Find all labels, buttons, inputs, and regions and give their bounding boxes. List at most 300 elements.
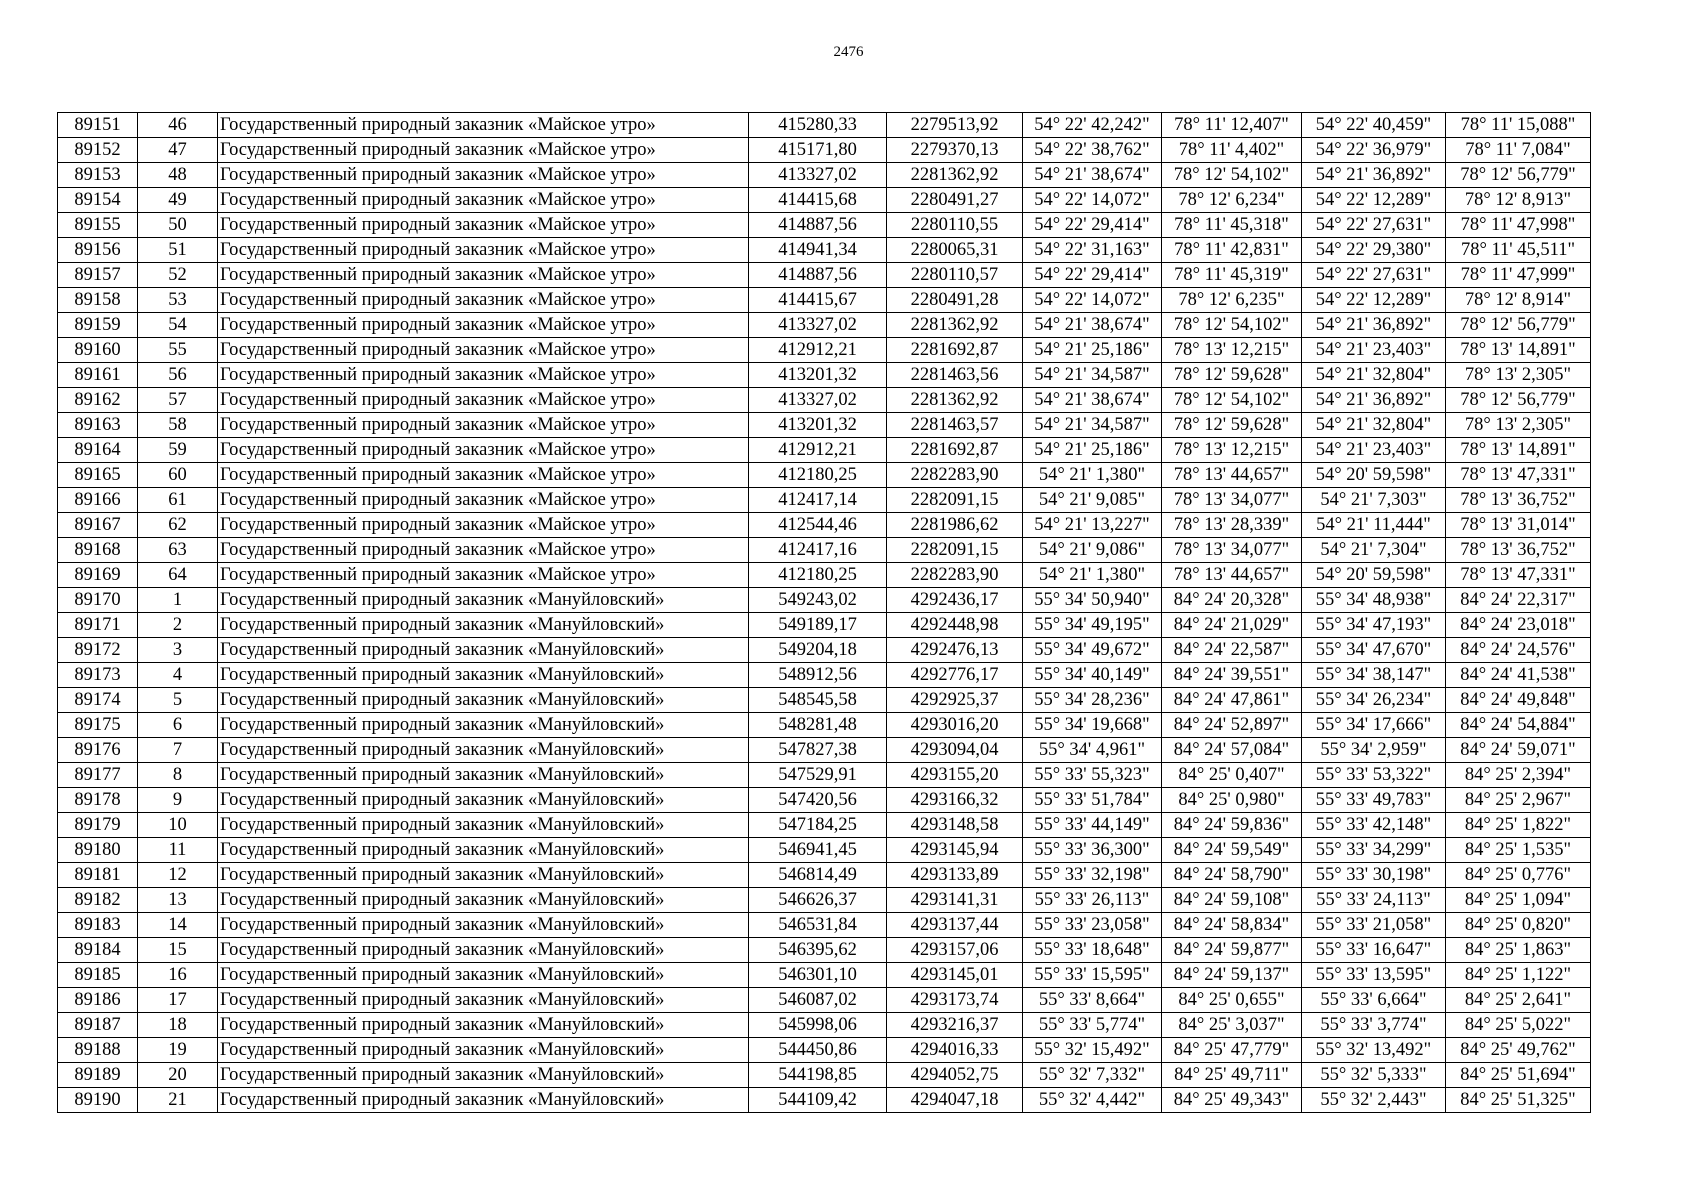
territory-name-cell: Государственный природный заказник «Мануйловский» — [218, 963, 749, 988]
latitude-1-cell: 55° 34' 50,940" — [1023, 588, 1162, 613]
record-id-cell: 89181 — [58, 863, 138, 888]
latitude-2-cell: 54° 21' 32,804" — [1302, 413, 1446, 438]
y-coordinate-cell: 2279370,13 — [887, 138, 1023, 163]
territory-name-cell: Государственный природный заказник «Мануйловский» — [218, 863, 749, 888]
latitude-2-cell: 54° 21' 11,444" — [1302, 513, 1446, 538]
territory-name-cell: Государственный природный заказник «Майское утро» — [218, 363, 749, 388]
longitude-2-cell: 78° 12' 56,779" — [1446, 313, 1591, 338]
table-row — [58, 813, 1591, 838]
y-coordinate-cell: 2281362,92 — [887, 163, 1023, 188]
latitude-2-cell: 54° 22' 27,631" — [1302, 263, 1446, 288]
latitude-1-cell: 55° 32' 7,332" — [1023, 1063, 1162, 1088]
table-row — [58, 163, 1591, 188]
territory-name-cell: Государственный природный заказник «Майское утро» — [218, 488, 749, 513]
x-coordinate-cell: 549204,18 — [749, 638, 887, 663]
point-number-cell: 61 — [138, 488, 218, 513]
territory-name-cell: Государственный природный заказник «Мануйловский» — [218, 813, 749, 838]
table-row — [58, 913, 1591, 938]
territory-name-cell: Государственный природный заказник «Майское утро» — [218, 513, 749, 538]
table-row — [58, 288, 1591, 313]
longitude-2-cell: 84° 25' 2,394" — [1446, 763, 1591, 788]
latitude-1-cell: 55° 33' 8,664" — [1023, 988, 1162, 1013]
latitude-2-cell: 54° 21' 7,303" — [1302, 488, 1446, 513]
y-coordinate-cell: 4293173,74 — [887, 988, 1023, 1013]
point-number-cell: 57 — [138, 388, 218, 413]
y-coordinate-cell: 4293141,31 — [887, 888, 1023, 913]
territory-name-cell: Государственный природный заказник «Мануйловский» — [218, 938, 749, 963]
longitude-1-cell: 78° 13' 12,215" — [1162, 438, 1302, 463]
longitude-2-cell: 78° 12' 8,914" — [1446, 288, 1591, 313]
record-id-cell: 89156 — [58, 238, 138, 263]
x-coordinate-cell: 412417,16 — [749, 538, 887, 563]
latitude-1-cell: 54° 22' 38,762" — [1023, 138, 1162, 163]
record-id-cell: 89158 — [58, 288, 138, 313]
table-row — [58, 938, 1591, 963]
table-row — [58, 688, 1591, 713]
latitude-2-cell: 55° 34' 17,666" — [1302, 713, 1446, 738]
latitude-1-cell: 55° 33' 15,595" — [1023, 963, 1162, 988]
point-number-cell: 10 — [138, 813, 218, 838]
record-id-cell: 89162 — [58, 388, 138, 413]
table-row — [58, 988, 1591, 1013]
point-number-cell: 58 — [138, 413, 218, 438]
x-coordinate-cell: 544198,85 — [749, 1063, 887, 1088]
longitude-1-cell: 84° 25' 49,711" — [1162, 1063, 1302, 1088]
x-coordinate-cell: 413327,02 — [749, 313, 887, 338]
point-number-cell: 49 — [138, 188, 218, 213]
longitude-2-cell: 84° 25' 51,325" — [1446, 1088, 1591, 1113]
table-row — [58, 188, 1591, 213]
longitude-1-cell: 78° 12' 54,102" — [1162, 313, 1302, 338]
territory-name-cell: Государственный природный заказник «Мануйловский» — [218, 663, 749, 688]
longitude-1-cell: 78° 13' 28,339" — [1162, 513, 1302, 538]
latitude-2-cell: 55° 34' 2,959" — [1302, 738, 1446, 763]
point-number-cell: 15 — [138, 938, 218, 963]
table-row — [58, 213, 1591, 238]
x-coordinate-cell: 546941,45 — [749, 838, 887, 863]
latitude-1-cell: 55° 33' 32,198" — [1023, 863, 1162, 888]
longitude-1-cell: 84° 24' 59,137" — [1162, 963, 1302, 988]
y-coordinate-cell: 2281692,87 — [887, 338, 1023, 363]
longitude-2-cell: 84° 25' 2,967" — [1446, 788, 1591, 813]
longitude-2-cell: 78° 13' 2,305" — [1446, 363, 1591, 388]
latitude-2-cell: 54° 22' 29,380" — [1302, 238, 1446, 263]
point-number-cell: 8 — [138, 763, 218, 788]
territory-name-cell: Государственный природный заказник «Мануйловский» — [218, 1013, 749, 1038]
table-row — [58, 763, 1591, 788]
record-id-cell: 89175 — [58, 713, 138, 738]
longitude-1-cell: 78° 13' 12,215" — [1162, 338, 1302, 363]
x-coordinate-cell: 549243,02 — [749, 588, 887, 613]
longitude-2-cell: 84° 25' 1,863" — [1446, 938, 1591, 963]
table-row — [58, 538, 1591, 563]
longitude-1-cell: 84° 24' 22,587" — [1162, 638, 1302, 663]
table-row — [58, 563, 1591, 588]
y-coordinate-cell: 2279513,92 — [887, 113, 1023, 138]
x-coordinate-cell: 546395,62 — [749, 938, 887, 963]
y-coordinate-cell: 4293166,32 — [887, 788, 1023, 813]
longitude-2-cell: 84° 25' 1,822" — [1446, 813, 1591, 838]
record-id-cell: 89188 — [58, 1038, 138, 1063]
point-number-cell: 7 — [138, 738, 218, 763]
territory-name-cell: Государственный природный заказник «Мануйловский» — [218, 988, 749, 1013]
x-coordinate-cell: 412544,46 — [749, 513, 887, 538]
point-number-cell: 1 — [138, 588, 218, 613]
longitude-2-cell: 78° 13' 36,752" — [1446, 488, 1591, 513]
record-id-cell: 89176 — [58, 738, 138, 763]
longitude-2-cell: 84° 25' 1,535" — [1446, 838, 1591, 863]
longitude-2-cell: 84° 24' 59,071" — [1446, 738, 1591, 763]
x-coordinate-cell: 412912,21 — [749, 338, 887, 363]
latitude-2-cell: 55° 33' 42,148" — [1302, 813, 1446, 838]
point-number-cell: 62 — [138, 513, 218, 538]
table-row — [58, 338, 1591, 363]
table-body — [58, 113, 1591, 1113]
table-row — [58, 1088, 1591, 1113]
x-coordinate-cell: 415171,80 — [749, 138, 887, 163]
record-id-cell: 89166 — [58, 488, 138, 513]
longitude-1-cell: 84° 25' 3,037" — [1162, 1013, 1302, 1038]
record-id-cell: 89173 — [58, 663, 138, 688]
y-coordinate-cell: 2282091,15 — [887, 538, 1023, 563]
x-coordinate-cell: 414415,68 — [749, 188, 887, 213]
longitude-1-cell: 78° 13' 44,657" — [1162, 563, 1302, 588]
record-id-cell: 89153 — [58, 163, 138, 188]
record-id-cell: 89180 — [58, 838, 138, 863]
latitude-2-cell: 55° 34' 38,147" — [1302, 663, 1446, 688]
record-id-cell: 89154 — [58, 188, 138, 213]
territory-name-cell: Государственный природный заказник «Мануйловский» — [218, 638, 749, 663]
point-number-cell: 12 — [138, 863, 218, 888]
coordinates-table — [57, 112, 1591, 1113]
y-coordinate-cell: 4293155,20 — [887, 763, 1023, 788]
table-row — [58, 1013, 1591, 1038]
record-id-cell: 89163 — [58, 413, 138, 438]
y-coordinate-cell: 4294047,18 — [887, 1088, 1023, 1113]
point-number-cell: 55 — [138, 338, 218, 363]
longitude-2-cell: 78° 13' 31,014" — [1446, 513, 1591, 538]
territory-name-cell: Государственный природный заказник «Майское утро» — [218, 113, 749, 138]
x-coordinate-cell: 412180,25 — [749, 563, 887, 588]
y-coordinate-cell: 4292476,13 — [887, 638, 1023, 663]
table-row — [58, 513, 1591, 538]
longitude-2-cell: 84° 25' 5,022" — [1446, 1013, 1591, 1038]
table-row — [58, 388, 1591, 413]
longitude-1-cell: 84° 24' 59,877" — [1162, 938, 1302, 963]
y-coordinate-cell: 4292925,37 — [887, 688, 1023, 713]
latitude-1-cell: 55° 33' 18,648" — [1023, 938, 1162, 963]
longitude-2-cell: 78° 13' 47,331" — [1446, 463, 1591, 488]
latitude-2-cell: 54° 21' 23,403" — [1302, 338, 1446, 363]
latitude-2-cell: 55° 32' 5,333" — [1302, 1063, 1446, 1088]
point-number-cell: 3 — [138, 638, 218, 663]
longitude-1-cell: 78° 12' 54,102" — [1162, 163, 1302, 188]
latitude-2-cell: 54° 22' 40,459" — [1302, 113, 1446, 138]
territory-name-cell: Государственный природный заказник «Майское утро» — [218, 463, 749, 488]
point-number-cell: 2 — [138, 613, 218, 638]
latitude-1-cell: 54° 21' 1,380" — [1023, 563, 1162, 588]
longitude-1-cell: 78° 11' 4,402" — [1162, 138, 1302, 163]
table-row — [58, 963, 1591, 988]
y-coordinate-cell: 2282283,90 — [887, 563, 1023, 588]
latitude-2-cell: 54° 22' 27,631" — [1302, 213, 1446, 238]
y-coordinate-cell: 2282283,90 — [887, 463, 1023, 488]
point-number-cell: 51 — [138, 238, 218, 263]
y-coordinate-cell: 4293148,58 — [887, 813, 1023, 838]
latitude-1-cell: 55° 33' 36,300" — [1023, 838, 1162, 863]
latitude-2-cell: 55° 33' 13,595" — [1302, 963, 1446, 988]
point-number-cell: 54 — [138, 313, 218, 338]
longitude-2-cell: 78° 11' 15,088" — [1446, 113, 1591, 138]
latitude-1-cell: 54° 21' 1,380" — [1023, 463, 1162, 488]
point-number-cell: 18 — [138, 1013, 218, 1038]
y-coordinate-cell: 4293094,04 — [887, 738, 1023, 763]
x-coordinate-cell: 413327,02 — [749, 163, 887, 188]
x-coordinate-cell: 546087,02 — [749, 988, 887, 1013]
territory-name-cell: Государственный природный заказник «Майское утро» — [218, 438, 749, 463]
y-coordinate-cell: 2280491,27 — [887, 188, 1023, 213]
territory-name-cell: Государственный природный заказник «Мануйловский» — [218, 913, 749, 938]
longitude-1-cell: 84° 24' 39,551" — [1162, 663, 1302, 688]
territory-name-cell: Государственный природный заказник «Мануйловский» — [218, 588, 749, 613]
point-number-cell: 50 — [138, 213, 218, 238]
point-number-cell: 47 — [138, 138, 218, 163]
y-coordinate-cell: 4293133,89 — [887, 863, 1023, 888]
y-coordinate-cell: 2282091,15 — [887, 488, 1023, 513]
territory-name-cell: Государственный природный заказник «Мануйловский» — [218, 688, 749, 713]
latitude-2-cell: 54° 21' 36,892" — [1302, 313, 1446, 338]
longitude-2-cell: 78° 13' 14,891" — [1446, 338, 1591, 363]
longitude-1-cell: 78° 13' 34,077" — [1162, 538, 1302, 563]
latitude-2-cell: 55° 33' 24,113" — [1302, 888, 1446, 913]
latitude-2-cell: 55° 34' 26,234" — [1302, 688, 1446, 713]
longitude-1-cell: 78° 13' 44,657" — [1162, 463, 1302, 488]
longitude-2-cell: 78° 12' 56,779" — [1446, 388, 1591, 413]
territory-name-cell: Государственный природный заказник «Мануйловский» — [218, 1063, 749, 1088]
longitude-1-cell: 84° 24' 20,328" — [1162, 588, 1302, 613]
longitude-2-cell: 84° 25' 1,122" — [1446, 963, 1591, 988]
longitude-1-cell: 78° 12' 6,234" — [1162, 188, 1302, 213]
point-number-cell: 16 — [138, 963, 218, 988]
longitude-2-cell: 84° 24' 24,576" — [1446, 638, 1591, 663]
longitude-1-cell: 78° 11' 12,407" — [1162, 113, 1302, 138]
table-row — [58, 1063, 1591, 1088]
longitude-2-cell: 78° 12' 56,779" — [1446, 163, 1591, 188]
point-number-cell: 4 — [138, 663, 218, 688]
y-coordinate-cell: 4293216,37 — [887, 1013, 1023, 1038]
latitude-1-cell: 54° 21' 38,674" — [1023, 163, 1162, 188]
x-coordinate-cell: 548912,56 — [749, 663, 887, 688]
record-id-cell: 89151 — [58, 113, 138, 138]
latitude-2-cell: 54° 20' 59,598" — [1302, 563, 1446, 588]
x-coordinate-cell: 414887,56 — [749, 213, 887, 238]
longitude-2-cell: 84° 24' 49,848" — [1446, 688, 1591, 713]
territory-name-cell: Государственный природный заказник «Майское утро» — [218, 538, 749, 563]
longitude-1-cell: 78° 11' 45,318" — [1162, 213, 1302, 238]
point-number-cell: 13 — [138, 888, 218, 913]
longitude-1-cell: 78° 11' 45,319" — [1162, 263, 1302, 288]
y-coordinate-cell: 4293145,94 — [887, 838, 1023, 863]
x-coordinate-cell: 412912,21 — [749, 438, 887, 463]
longitude-1-cell: 84° 24' 57,084" — [1162, 738, 1302, 763]
longitude-1-cell: 84° 24' 59,108" — [1162, 888, 1302, 913]
y-coordinate-cell: 4294052,75 — [887, 1063, 1023, 1088]
territory-name-cell: Государственный природный заказник «Майское утро» — [218, 213, 749, 238]
point-number-cell: 52 — [138, 263, 218, 288]
latitude-1-cell: 55° 33' 44,149" — [1023, 813, 1162, 838]
latitude-1-cell: 54° 22' 29,414" — [1023, 213, 1162, 238]
table-row — [58, 838, 1591, 863]
latitude-2-cell: 55° 33' 3,774" — [1302, 1013, 1446, 1038]
longitude-1-cell: 84° 24' 59,836" — [1162, 813, 1302, 838]
longitude-1-cell: 78° 12' 6,235" — [1162, 288, 1302, 313]
latitude-1-cell: 55° 32' 15,492" — [1023, 1038, 1162, 1063]
latitude-2-cell: 55° 33' 34,299" — [1302, 838, 1446, 863]
latitude-1-cell: 54° 22' 31,163" — [1023, 238, 1162, 263]
x-coordinate-cell: 547184,25 — [749, 813, 887, 838]
point-number-cell: 11 — [138, 838, 218, 863]
longitude-1-cell: 84° 24' 59,549" — [1162, 838, 1302, 863]
longitude-2-cell: 84° 25' 2,641" — [1446, 988, 1591, 1013]
longitude-2-cell: 84° 24' 54,884" — [1446, 713, 1591, 738]
table-row — [58, 413, 1591, 438]
territory-name-cell: Государственный природный заказник «Мануйловский» — [218, 613, 749, 638]
latitude-2-cell: 55° 32' 2,443" — [1302, 1088, 1446, 1113]
longitude-1-cell: 84° 25' 0,655" — [1162, 988, 1302, 1013]
latitude-1-cell: 55° 34' 49,195" — [1023, 613, 1162, 638]
record-id-cell: 89168 — [58, 538, 138, 563]
longitude-1-cell: 78° 12' 59,628" — [1162, 363, 1302, 388]
latitude-2-cell: 54° 20' 59,598" — [1302, 463, 1446, 488]
x-coordinate-cell: 547420,56 — [749, 788, 887, 813]
record-id-cell: 89169 — [58, 563, 138, 588]
latitude-1-cell: 55° 33' 51,784" — [1023, 788, 1162, 813]
longitude-1-cell: 84° 24' 52,897" — [1162, 713, 1302, 738]
y-coordinate-cell: 2280491,28 — [887, 288, 1023, 313]
longitude-2-cell: 84° 25' 51,694" — [1446, 1063, 1591, 1088]
latitude-1-cell: 55° 34' 49,672" — [1023, 638, 1162, 663]
x-coordinate-cell: 546531,84 — [749, 913, 887, 938]
latitude-1-cell: 55° 34' 40,149" — [1023, 663, 1162, 688]
record-id-cell: 89152 — [58, 138, 138, 163]
longitude-1-cell: 78° 12' 54,102" — [1162, 388, 1302, 413]
table-row — [58, 588, 1591, 613]
territory-name-cell: Государственный природный заказник «Майское утро» — [218, 263, 749, 288]
x-coordinate-cell: 547827,38 — [749, 738, 887, 763]
point-number-cell: 46 — [138, 113, 218, 138]
point-number-cell: 19 — [138, 1038, 218, 1063]
x-coordinate-cell: 413327,02 — [749, 388, 887, 413]
latitude-2-cell: 55° 34' 47,670" — [1302, 638, 1446, 663]
x-coordinate-cell: 414415,67 — [749, 288, 887, 313]
latitude-2-cell: 55° 33' 6,664" — [1302, 988, 1446, 1013]
territory-name-cell: Государственный природный заказник «Майское утро» — [218, 238, 749, 263]
x-coordinate-cell: 414887,56 — [749, 263, 887, 288]
y-coordinate-cell: 4292776,17 — [887, 663, 1023, 688]
latitude-2-cell: 55° 33' 30,198" — [1302, 863, 1446, 888]
territory-name-cell: Государственный природный заказник «Майское утро» — [218, 388, 749, 413]
y-coordinate-cell: 4293157,06 — [887, 938, 1023, 963]
y-coordinate-cell: 2281362,92 — [887, 388, 1023, 413]
y-coordinate-cell: 2281463,56 — [887, 363, 1023, 388]
record-id-cell: 89187 — [58, 1013, 138, 1038]
record-id-cell: 89182 — [58, 888, 138, 913]
table-row — [58, 738, 1591, 763]
y-coordinate-cell: 2281986,62 — [887, 513, 1023, 538]
territory-name-cell: Государственный природный заказник «Майское утро» — [218, 163, 749, 188]
latitude-1-cell: 54° 21' 9,085" — [1023, 488, 1162, 513]
longitude-1-cell: 84° 24' 47,861" — [1162, 688, 1302, 713]
record-id-cell: 89190 — [58, 1088, 138, 1113]
longitude-2-cell: 78° 13' 36,752" — [1446, 538, 1591, 563]
record-id-cell: 89159 — [58, 313, 138, 338]
territory-name-cell: Государственный природный заказник «Мануйловский» — [218, 1088, 749, 1113]
longitude-2-cell: 84° 24' 22,317" — [1446, 588, 1591, 613]
longitude-2-cell: 78° 11' 47,999" — [1446, 263, 1591, 288]
x-coordinate-cell: 547529,91 — [749, 763, 887, 788]
territory-name-cell: Государственный природный заказник «Мануйловский» — [218, 888, 749, 913]
point-number-cell: 6 — [138, 713, 218, 738]
record-id-cell: 89160 — [58, 338, 138, 363]
point-number-cell: 59 — [138, 438, 218, 463]
latitude-1-cell: 54° 21' 25,186" — [1023, 338, 1162, 363]
latitude-1-cell: 54° 21' 13,227" — [1023, 513, 1162, 538]
y-coordinate-cell: 4292448,98 — [887, 613, 1023, 638]
y-coordinate-cell: 2280065,31 — [887, 238, 1023, 263]
longitude-2-cell: 78° 13' 47,331" — [1446, 563, 1591, 588]
latitude-2-cell: 54° 22' 12,289" — [1302, 288, 1446, 313]
record-id-cell: 89177 — [58, 763, 138, 788]
point-number-cell: 17 — [138, 988, 218, 1013]
x-coordinate-cell: 549189,17 — [749, 613, 887, 638]
territory-name-cell: Государственный природный заказник «Мануйловский» — [218, 1038, 749, 1063]
table-row — [58, 463, 1591, 488]
table-row — [58, 888, 1591, 913]
longitude-2-cell: 84° 25' 0,776" — [1446, 863, 1591, 888]
record-id-cell: 89185 — [58, 963, 138, 988]
longitude-1-cell: 84° 24' 58,790" — [1162, 863, 1302, 888]
latitude-1-cell: 54° 22' 14,072" — [1023, 188, 1162, 213]
territory-name-cell: Государственный природный заказник «Мануйловский» — [218, 713, 749, 738]
longitude-1-cell: 78° 11' 42,831" — [1162, 238, 1302, 263]
latitude-2-cell: 54° 21' 36,892" — [1302, 388, 1446, 413]
longitude-2-cell: 84° 25' 49,762" — [1446, 1038, 1591, 1063]
latitude-1-cell: 54° 21' 38,674" — [1023, 313, 1162, 338]
y-coordinate-cell: 4293145,01 — [887, 963, 1023, 988]
latitude-1-cell: 55° 33' 5,774" — [1023, 1013, 1162, 1038]
record-id-cell: 89167 — [58, 513, 138, 538]
latitude-1-cell: 55° 34' 19,668" — [1023, 713, 1162, 738]
point-number-cell: 14 — [138, 913, 218, 938]
x-coordinate-cell: 413201,32 — [749, 413, 887, 438]
table-row — [58, 788, 1591, 813]
territory-name-cell: Государственный природный заказник «Мануйловский» — [218, 763, 749, 788]
table-row — [58, 138, 1591, 163]
latitude-2-cell: 54° 21' 36,892" — [1302, 163, 1446, 188]
record-id-cell: 89186 — [58, 988, 138, 1013]
longitude-2-cell: 78° 11' 45,511" — [1446, 238, 1591, 263]
x-coordinate-cell: 414941,34 — [749, 238, 887, 263]
record-id-cell: 89164 — [58, 438, 138, 463]
latitude-2-cell: 55° 34' 47,193" — [1302, 613, 1446, 638]
page-number: 2476 — [833, 44, 864, 60]
y-coordinate-cell: 2280110,55 — [887, 213, 1023, 238]
y-coordinate-cell: 4293137,44 — [887, 913, 1023, 938]
longitude-2-cell: 84° 24' 41,538" — [1446, 663, 1591, 688]
territory-name-cell: Государственный природный заказник «Майское утро» — [218, 188, 749, 213]
x-coordinate-cell: 415280,33 — [749, 113, 887, 138]
longitude-1-cell: 84° 25' 47,779" — [1162, 1038, 1302, 1063]
